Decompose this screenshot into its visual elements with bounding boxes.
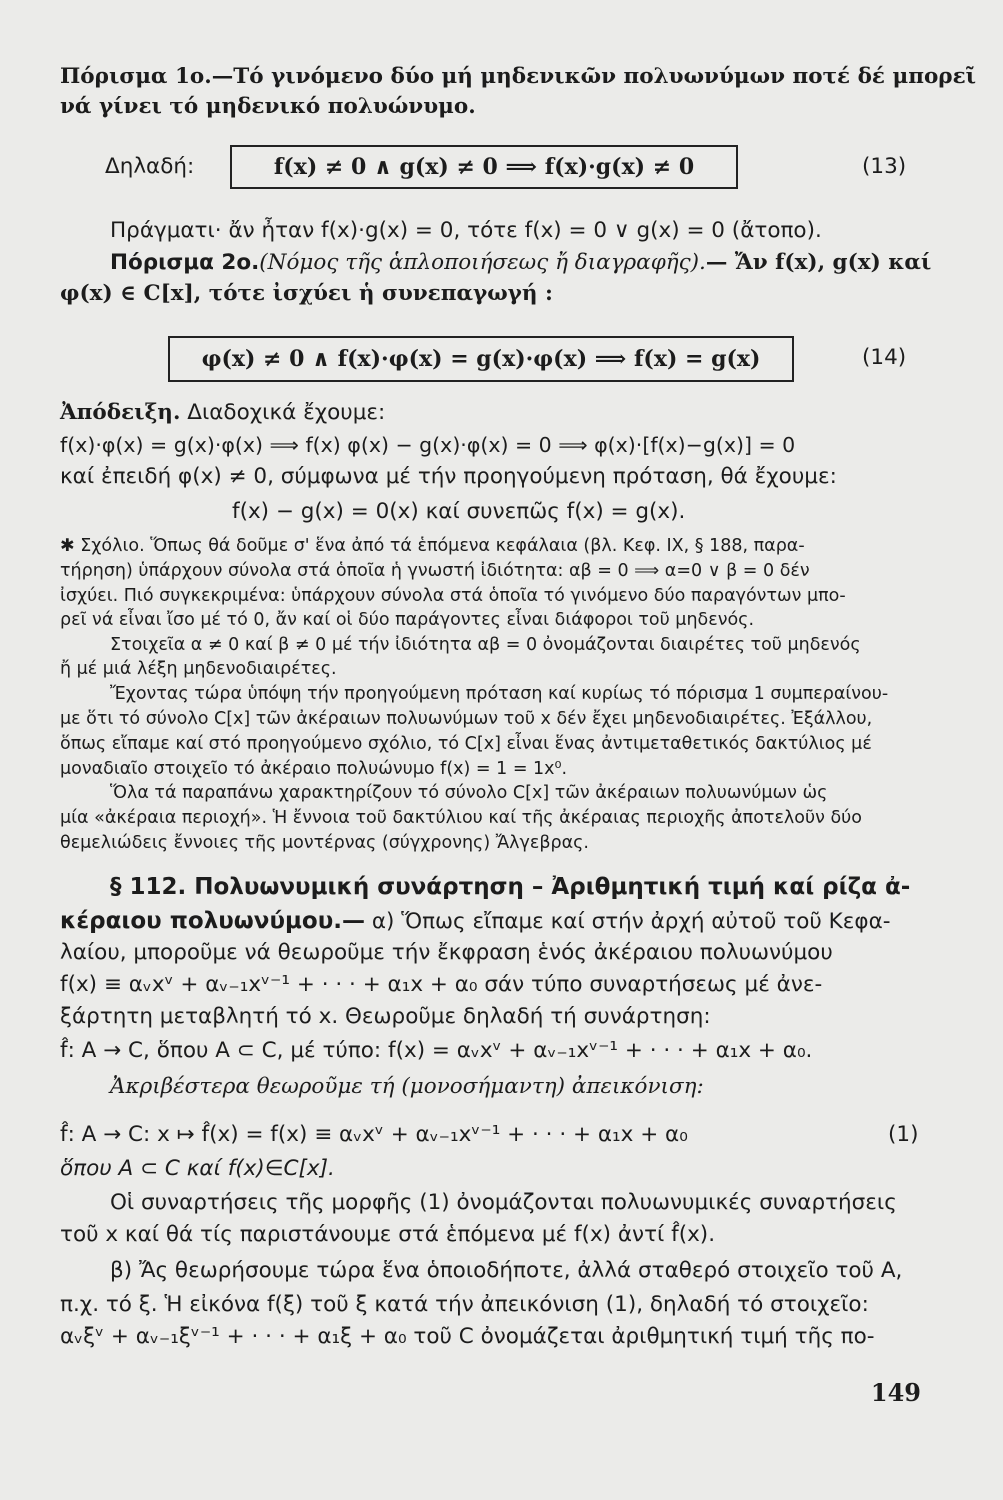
sxolio-l6: ἤ μέ μιά λέξη μηδενοδιαιρέτες. [60, 659, 337, 679]
equation-13-number: (13) [862, 154, 907, 179]
section-112-l4: f(x) ≡ αᵥxᵛ + αᵥ₋₁xᵛ⁻¹ + · · · + α₁x + α₀ σάν τύπο συναρτήσεως μέ ἀνε- [60, 972, 823, 997]
porisma-2-title: Πόρισμα 2ο. [110, 250, 260, 275]
porisma-1-line-2: νά γίνει τό μηδενικό πολυώνυμο. [60, 94, 476, 119]
section-112-l2-rest: α) Ὅπως εἴπαμε καί στήν ἀρχή αὐτοῦ τοῦ Κεφα- [371, 909, 891, 934]
equation-14-number: (14) [862, 345, 907, 370]
sxolio-l9: ὅπως εἴπαμε καί στό προηγούμενο σχόλιο, τό C[x] εἶναι ἕνας ἀντιμεταθετικός δακτύλιος μέ [60, 734, 872, 754]
section-112-l5: ξάρτητη μεταβλητή τό x. Θεωροῦμε δηλαδή τή συνάρτηση: [60, 1004, 711, 1029]
porisma-2-rest: — Ἄν f(x), g(x) καί [705, 250, 932, 275]
section-112-heading-cont: κέραιου πολυωνύμου.— [60, 908, 365, 934]
sxolio-l13: θεμελιώδεις ἔννοιες τῆς μοντέρνας (σύγχρονης) Ἄλγεβρας. [60, 833, 589, 853]
eq13-label: Δηλαδή: [105, 154, 195, 179]
apodeixi-head-rest: Διαδοχικά ἔχουμε: [187, 400, 386, 425]
section-112-heading: § 112. Πολυωνυμική συνάρτηση – Ἀριθμητική τιμή καί ρίζα ἀ- [110, 874, 911, 900]
sxolio-l2: τήρηση) ὑπάρχουν σύνολα στά ὁποῖα ἡ γνωστή ἰδιότητα: αβ = 0 ⟹ α=0 ∨ β = 0 δέν [60, 561, 810, 581]
sxolio-l3: ἰσχύει. Πιό συγκεκριμένα: ὑπάρχουν σύνολα στά ὁποῖα τό γινόμενο δύο παραγόντων μπο- [60, 586, 846, 606]
page-number: 149 [870, 1378, 921, 1407]
apodeixi-head: Ἀπόδειξη. [60, 400, 181, 425]
sxolio-l7: Ἔχοντας τώρα ὑπόψη τήν προηγούμενη πρόταση καί κυρίως τό πόρισμα 1 συμπεραίνου- [110, 684, 889, 704]
section-112-l12: β) Ἄς θεωρήσουμε τώρα ἕνα ὁποιοδήποτε, ἀλλά σταθερό στοιχεῖο τοῦ A, [110, 1258, 903, 1283]
apodeixi-line-1 [60, 398, 922, 428]
equation-13-box: f(x) ≠ 0 ∧ g(x) ≠ 0 ⟹ f(x)·g(x) ≠ 0 [230, 145, 738, 189]
porisma-1-line-1: Πόρισμα 1ο.—Τό γινόμενο δύο μή μηδενικῶν πολυωνύμων ποτέ δέ μπορεῖ [60, 64, 977, 89]
section-112-l9: ὅπου A ⊂ C καί f(x)∈C[x]. [60, 1156, 335, 1181]
apodeixi-line-4: f(x) − g(x) = 0(x) καί συνεπῶς f(x) = g(x). [232, 499, 686, 524]
section-112-l7: Ἀκριβέστερα θεωροῦμε τή (μονοσήμαντη) ἀπεικόνιση: [110, 1074, 704, 1099]
porisma-2-line-2: φ(x) ∈ C[x], τότε ἰσχύει ἡ συνεπαγωγή : [60, 281, 553, 306]
section-112-l8: f̂: A → C: x ↦ f̂(x) = f(x) ≡ αᵥxᵛ + αᵥ₋₁xᵛ⁻¹ + · · · + α₁x + α₀ [60, 1122, 688, 1147]
proof-1: Πράγματι· ἄν ἦταν f(x)·g(x) = 0, τότε f(x) = 0 ∨ g(x) = 0 (ἄτοπο). [110, 218, 822, 243]
sxolio-l8: με ὅτι τό σύνολο C[x] τῶν ἀκέραιων πολυωνύμων τοῦ x δέν ἔχει μηδενοδιαιρέτες. Ἐξάλλου, [60, 709, 873, 729]
sxolio-l5: Στοιχεῖα α ≠ 0 καί β ≠ 0 μέ τήν ἰδιότητα αβ = 0 ὀνομάζονται διαιρέτες τοῦ μηδενός [110, 635, 861, 655]
porisma-2-line-1 [110, 248, 932, 278]
equation-14-box: φ(x) ≠ 0 ∧ f(x)·φ(x) = g(x)·φ(x) ⟹ f(x) = g(x) [168, 336, 794, 382]
sxolio-l11: Ὅλα τά παραπάνω χαρακτηρίζουν τό σύνολο C[x] τῶν ἀκέραιων πολυωνύμων ὡς [110, 783, 828, 803]
apodeixi-line-2: f(x)·φ(x) = g(x)·φ(x) ⟹ f(x) φ(x) − g(x)·φ(x) = 0 ⟹ φ(x)·[f(x)−g(x)] = 0 [60, 433, 796, 457]
section-112-l13: π.χ. τό ξ. Ἡ εἰκόνα f(ξ) τοῦ ξ κατά τήν ἀπεικόνιση (1), δηλαδή τό στοιχεῖο: [60, 1292, 869, 1317]
section-112-l14: αᵥξᵛ + αᵥ₋₁ξᵛ⁻¹ + · · · + α₁ξ + α₀ τοῦ C ὀνομάζεται ἀριθμητική τιμή τῆς πο- [60, 1324, 875, 1349]
section-112-l2 [60, 906, 922, 937]
sxolio-l1: ✱ Σχόλιο. Ὅπως θά δοῦμε σ' ἕνα ἀπό τά ἑπόμενα κεφάλαια (βλ. Κεφ. IX, § 188, παρα- [60, 536, 805, 556]
sxolio-l4: ρεῖ νά εἶναι ἴσο μέ τό 0, ἄν καί οἱ δύο παράγοντες εἶναι διάφοροι τοῦ μηδενός. [60, 610, 755, 630]
sxolio-l10: μοναδιαῖο στοιχεῖο τό ἀκέραιο πολυώνυμο f(x) = 1 = 1x⁰. [60, 759, 568, 779]
section-112-l11: τοῦ x καί θά τίς παριστάνουμε στά ἑπόμενα μέ f(x) ἀντί f̂(x). [60, 1222, 716, 1247]
apodeixi-line-3: καί ἐπειδή φ(x) ≠ 0, σύμφωνα μέ τήν προηγούμενη πρόταση, θά ἔχουμε: [60, 464, 837, 489]
section-112-l6: f̂: A → C, ὅπου A ⊂ C, μέ τύπο: f(x) = αᵥxᵛ + αᵥ₋₁xᵛ⁻¹ + · · · + α₁x + α₀. [60, 1038, 813, 1063]
section-112-l10: Οἱ συναρτήσεις τῆς μορφῆς (1) ὀνομάζονται πολυωνυμικές συναρτήσεις [110, 1190, 897, 1215]
porisma-2-subtitle: (Νόμος τῆς ἁπλοποιήσεως ἤ διαγραφῆς). [259, 250, 706, 275]
section-112-l3: λαίου, μποροῦμε νά θεωροῦμε τήν ἔκφραση ἑνός ἀκέραιου πολυωνύμου [60, 940, 833, 965]
sxolio-l12: μία «ἀκέραια περιοχή». Ἡ ἔννοια τοῦ δακτύλιου καί τῆς ἀκέραιας περιοχῆς ἀποτελοῦν δύο [60, 808, 862, 828]
equation-1-number: (1) [888, 1122, 919, 1147]
